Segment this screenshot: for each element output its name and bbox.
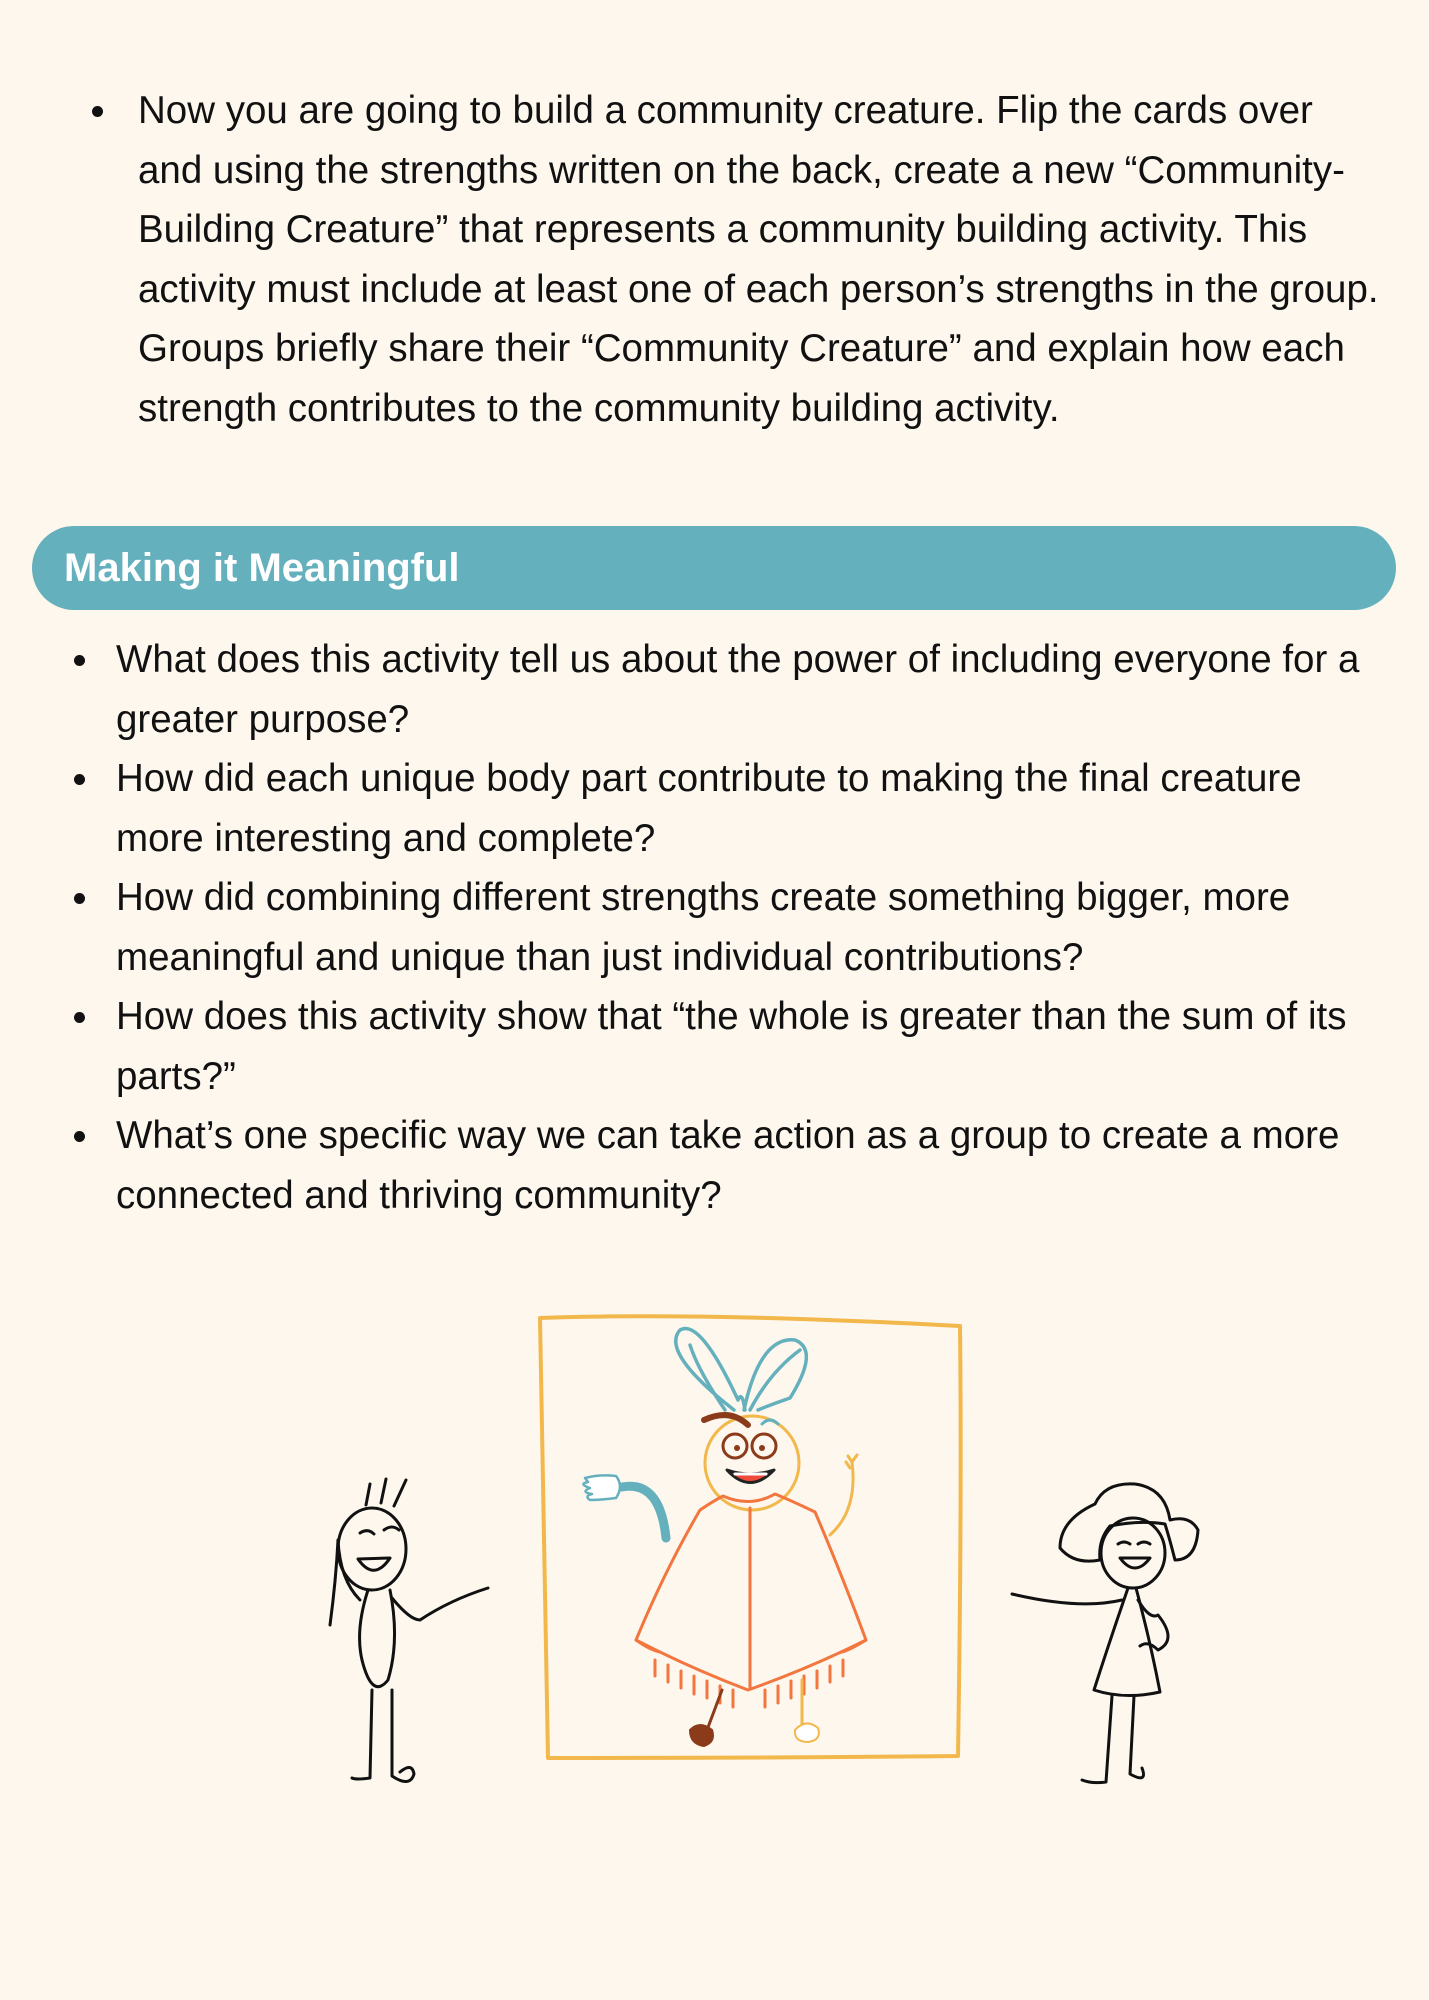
intro-bullet: Now you are going to build a community creature. Flip the cards over and using the strengths written on the back, create a new “Community-Building Creature” that represents a community building activity. This activity must include at least one of each person’s strengths in the group. Groups briefly share their “Community Creature” and explain how each strength contributes to the community building activity. — [138, 81, 1383, 438]
questions-list — [116, 630, 1386, 1225]
bunny-ears — [676, 1328, 807, 1410]
creature-face — [705, 1416, 799, 1510]
boy-body — [360, 1590, 395, 1687]
girl-head — [1101, 1518, 1165, 1588]
boy-figure — [330, 1479, 488, 1782]
question-item: How did each unique body part contribute to making the final creature more interesting and complete? — [116, 749, 1386, 868]
question-item: How does this activity show that “the whole is greater than the sum of its parts?” — [116, 987, 1386, 1106]
intro-list — [138, 81, 1383, 438]
creature-eyebrow-right — [762, 1420, 778, 1424]
section-title: Making it Meaningful — [64, 546, 460, 590]
girl-arm-left — [1012, 1594, 1122, 1604]
creature-mouth — [727, 1470, 774, 1483]
girl-figure — [1012, 1484, 1198, 1783]
creature-poncho — [636, 1494, 866, 1707]
section-header-band — [32, 526, 1396, 610]
boy-legs — [352, 1690, 414, 1782]
creature-legs — [690, 1680, 819, 1746]
boy-eyes — [360, 1527, 399, 1534]
question-item: What’s one specific way we can take action as a group to create a more connected and thriving community? — [116, 1106, 1386, 1225]
question-item: What does this activity tell us about the power of including everyone for a greater purpose? — [116, 630, 1386, 749]
boy-arm-left — [330, 1540, 360, 1625]
boy-arm-right — [392, 1588, 488, 1620]
creature-head — [704, 1415, 799, 1510]
creature-yellow-arm — [830, 1455, 857, 1535]
creature-glove-arm — [583, 1475, 666, 1538]
girl-hair — [1060, 1484, 1198, 1561]
boy-hair — [366, 1479, 406, 1506]
boy-head — [338, 1508, 406, 1590]
girl-legs — [1082, 1696, 1144, 1783]
girl-eyes — [1118, 1542, 1150, 1544]
question-item: How did combining different strengths create something bigger, more meaningful and unique than just individual contributions? — [116, 868, 1386, 987]
girl-arm-right — [1138, 1600, 1168, 1650]
girl-mouth — [1120, 1558, 1150, 1568]
community-creature-illustration — [0, 1290, 1429, 1830]
boy-mouth — [358, 1558, 390, 1570]
